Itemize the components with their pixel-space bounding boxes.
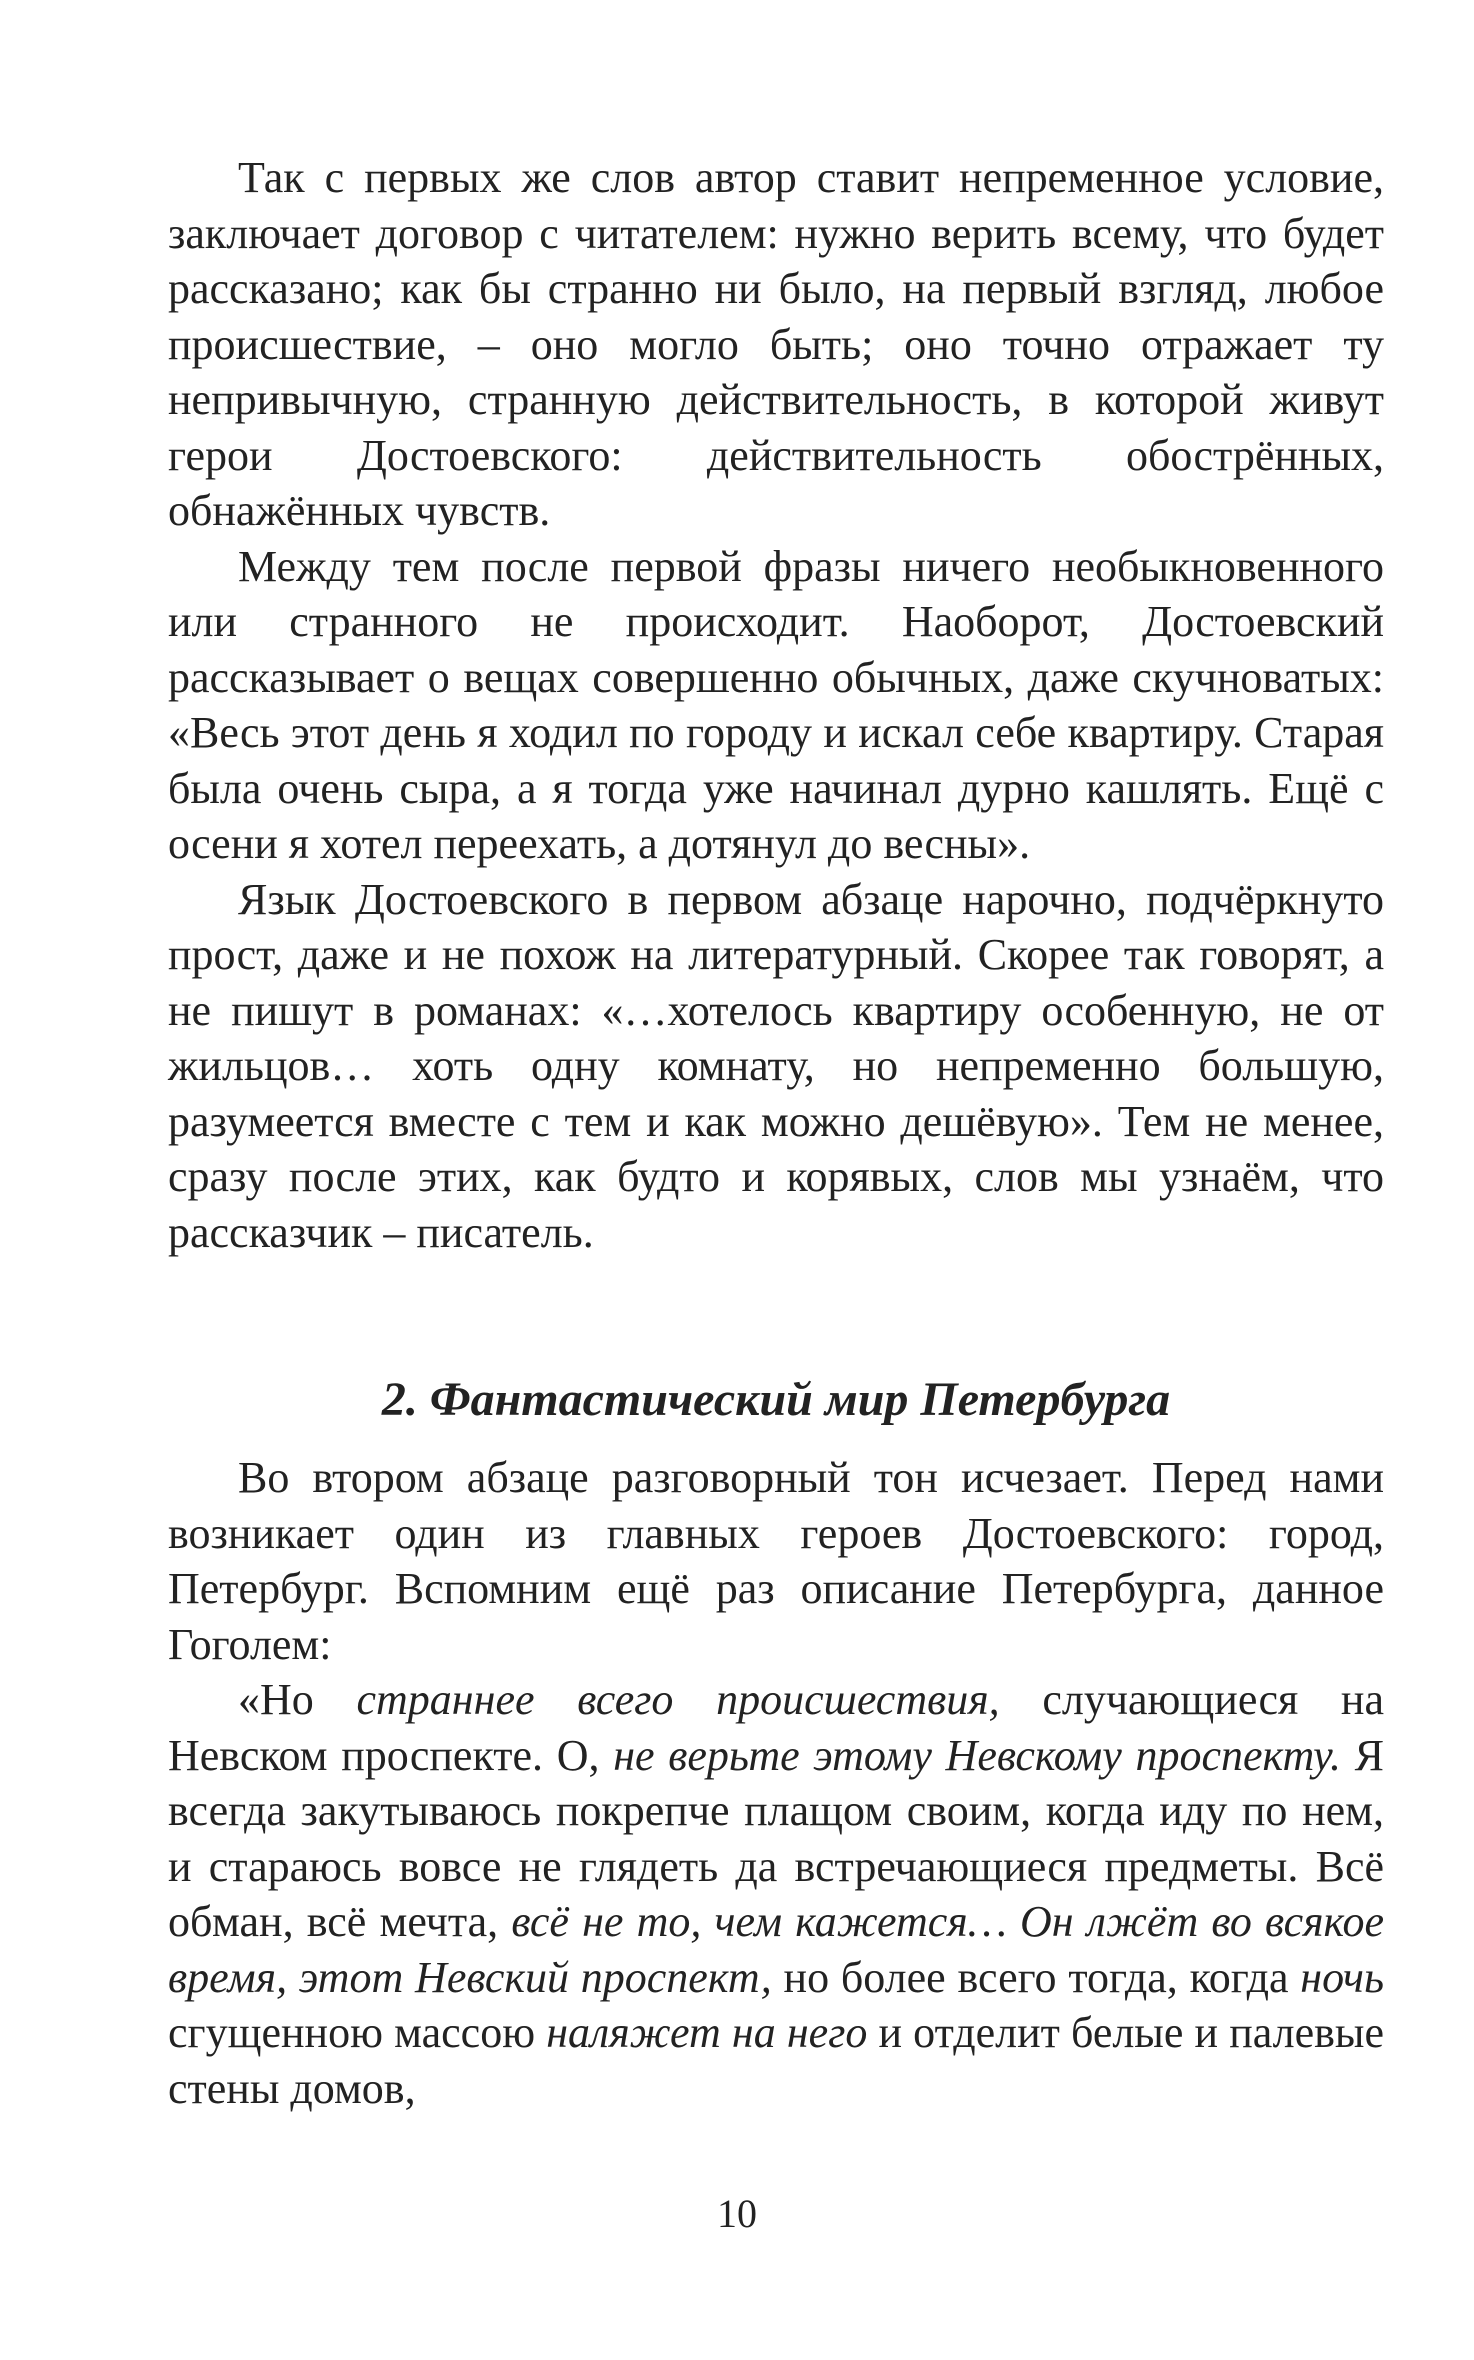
italic-quote-segment: страннее всего происшествия,	[356, 1675, 1000, 1724]
italic-quote-segment: ночь	[1300, 1952, 1384, 2002]
text-segment: и отделит белые и палевые стены домов,	[168, 2008, 1385, 2113]
text-segment: Так с первых же слов автор ставит непременное условие, заключает договор с читателем: нужно верить всему, что будет рассказано; как бы странно ни было, на первый взгляд, любое происшествие, – оно могло быть; оно точно отражает ту непривычную, странную действительность, в которой живут герои Достоевского: действительность обострённых, обнажённых чувств.	[168, 153, 1384, 535]
paragraph	[168, 539, 1384, 872]
text-segment: но более всего тогда, когда	[771, 1952, 1301, 2002]
text-segment: случающиеся на Невском проспекте. О,	[168, 1675, 1385, 1780]
text-segment: сгущенною массою	[168, 2008, 547, 2057]
paragraph	[168, 1672, 1384, 2116]
paragraphs-after-heading	[168, 1450, 1384, 2116]
page-body	[168, 150, 1384, 2116]
text-segment: Между тем после первой фразы ничего необыкновенного или странного не происходит. Наоборот, Достоевский рассказывает о вещах совершенно обычных, даже скучноватых: «Весь этот день я ходил по городу и искал себе квартиру. Старая была очень сыра, а я тогда уже начинал дурно кашлять. Ещё с осени я хотел переехать, а дотянул до весны».	[168, 541, 1384, 868]
italic-quote-segment: не верьте этому Невскому проспекту.	[613, 1730, 1341, 1780]
italic-quote-segment: наляжет на него	[546, 2008, 868, 2057]
italic-quote-segment: всё не то, чем кажется… Он лжёт во всякое время, этот Невский проспект,	[168, 1897, 1384, 2002]
paragraphs-before-heading	[168, 150, 1384, 1260]
page-number: 10	[717, 2191, 757, 2236]
section-heading: 2. Фантастический мир Петербурга	[381, 1373, 1171, 1426]
paragraph	[168, 1450, 1384, 1672]
text-segment: Во втором абзаце разговорный тон исчезает. Перед нами возникает один из главных героев Достоевского: город, Петербург. Вспомним ещё раз описание Петербурга, данное Гоголем:	[168, 1453, 1384, 1669]
text-segment: Язык Достоевского в первом абзаце нарочно, подчёркнуто прост, даже и не похож на литературный. Скорее так говорят, а не пишут в романах: «…хотелось квартиру особенную, не от жильцов… хоть одну комнату, но непременно большую, разумеется вместе с тем и как можно дешёвую». Тем не менее, сразу после этих, как будто и корявых, слов мы узнаём, что рассказчик – писатель.	[168, 874, 1384, 1257]
paragraph	[168, 150, 1384, 539]
text-segment: «Но	[238, 1675, 357, 1724]
text-segment: Я всегда закутываюсь покрепче плащом своим, когда иду по нем, и стараюсь вовсе не глядеть да встречающиеся предметы. Всё обман, всё мечта,	[168, 1730, 1384, 1946]
paragraph	[168, 872, 1384, 1261]
